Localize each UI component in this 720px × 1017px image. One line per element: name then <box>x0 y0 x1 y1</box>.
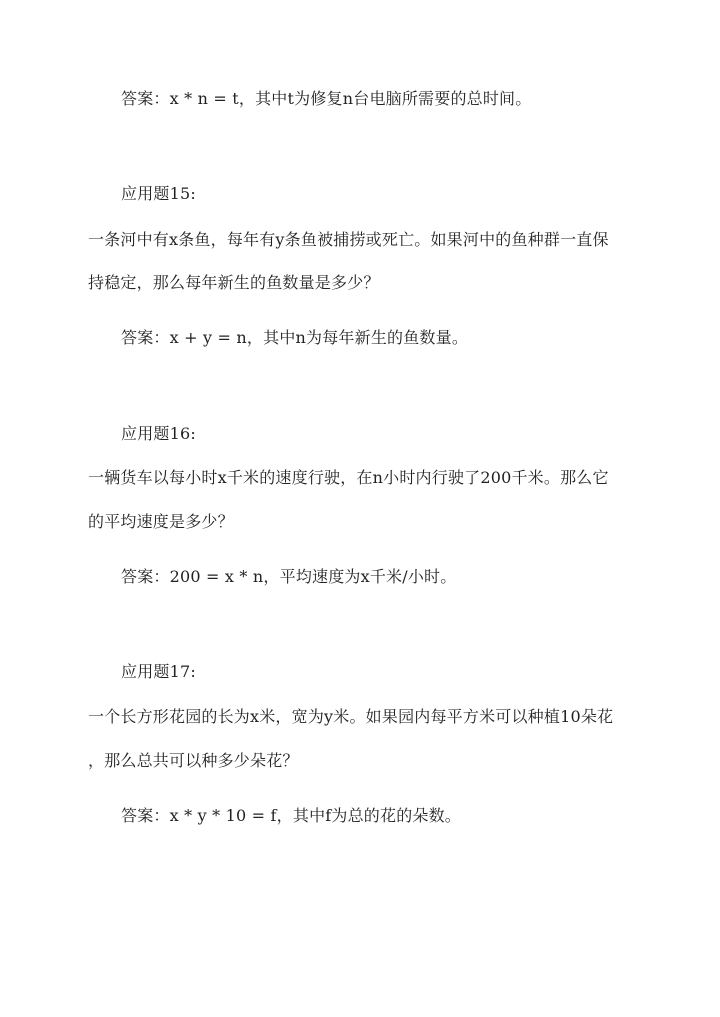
problem-question-16-line-1: 一辆货车以每小时x千米的速度行驶，在n小时内行驶了200千米。那么它 <box>88 468 609 487</box>
answer-16: 答案：200 = x * n，平均速度为x千米/小时。 <box>121 567 457 586</box>
problem-question-17-line-2: ，那么总共可以种多少朵花？ <box>88 751 299 770</box>
problem-title-16: 应用题16: <box>121 424 196 443</box>
problem-title-15: 应用题15: <box>121 184 196 203</box>
answer-15: 答案：x + y = n，其中n为每年新生的鱼数量。 <box>121 328 469 347</box>
problem-title-17: 应用题17: <box>121 662 196 681</box>
problem-question-17-line-1: 一个长方形花园的长为x米，宽为y米。如果园内每平方米可以种植10朵花 <box>88 707 614 726</box>
problem-question-15-line-2: 持稳定，那么每年新生的鱼数量是多少？ <box>88 273 380 292</box>
problem-question-16-line-2: 的平均速度是多少？ <box>88 512 234 531</box>
problem-question-15-line-1: 一条河中有x条鱼，每年有y条鱼被捕捞或死亡。如果河中的鱼种群一直保 <box>88 230 609 249</box>
answer-17: 答案：x * y * 10 = f，其中f为总的花的朵数。 <box>121 806 461 825</box>
answer-14: 答案：x * n = t，其中t为修复n台电脑所需要的总时间。 <box>121 89 532 108</box>
